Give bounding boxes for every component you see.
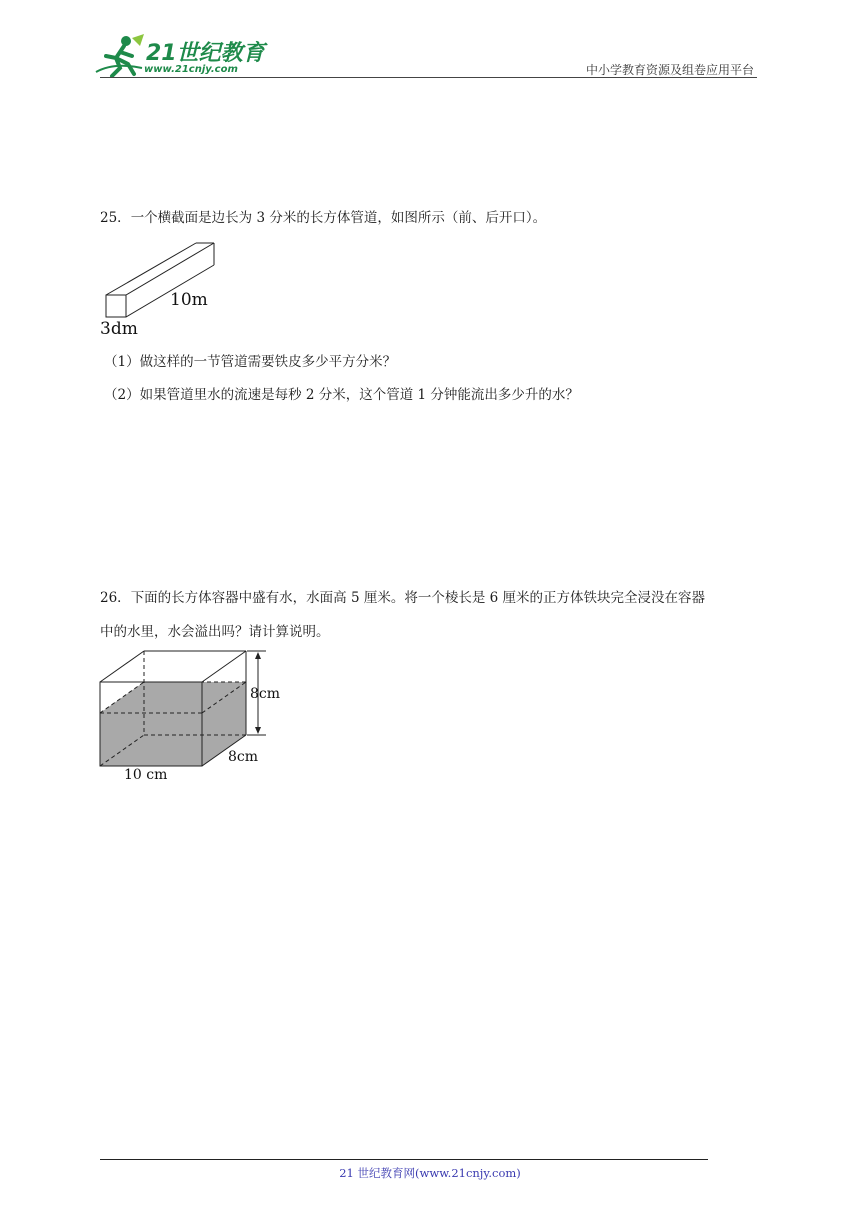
question-25-text: 一个横截面是边长为 3 分米的长方体管道，如图所示（前、后开口）。 xyxy=(130,210,547,226)
pipe-side-label: 3dm xyxy=(100,319,138,339)
question-26-stem-line-2: 中的水里，水会溢出吗？请计算说明。 xyxy=(100,624,330,640)
question-25-part-1: （1）做这样的一节管道需要铁皮多少平方分米？ xyxy=(104,354,397,370)
footer-link[interactable]: 21 世纪教育网(www.21cnjy.com) xyxy=(339,1166,521,1180)
site-logo xyxy=(94,32,269,78)
question-25-stem xyxy=(100,208,546,228)
container-figure xyxy=(94,644,294,786)
logo-text: 21世纪教育 xyxy=(146,41,265,66)
question-26-number: 26． xyxy=(100,590,131,606)
header-divider xyxy=(100,77,757,78)
pipe-figure xyxy=(96,240,226,340)
container-length-label: 10 cm xyxy=(124,767,168,783)
question-26-text-line-1: 下面的长方体容器中盛有水，水面高 5 厘米。将一个棱长是 6 厘米的正方体铁块完全浸没在容器 xyxy=(130,590,706,606)
header-platform-text: 中小学教育资源及组卷应用平台 xyxy=(585,63,754,77)
runner-logo-icon xyxy=(94,32,146,78)
container-width-label: 8cm xyxy=(228,749,259,765)
question-25-number: 25． xyxy=(100,210,131,226)
question-26-stem-line-1 xyxy=(100,588,705,608)
footer-divider xyxy=(100,1159,708,1160)
pipe-front-face xyxy=(106,295,126,317)
question-25-part-2: （2）如果管道里水的流速是每秒 2 分米，这个管道 1 分钟能流出多少升的水？ xyxy=(104,387,579,403)
logo-url: www.21cnjy.com xyxy=(144,64,238,75)
pipe-length-label: 10m xyxy=(170,290,208,310)
water-front-face xyxy=(100,713,202,766)
container-height-label: 8cm xyxy=(250,686,281,702)
